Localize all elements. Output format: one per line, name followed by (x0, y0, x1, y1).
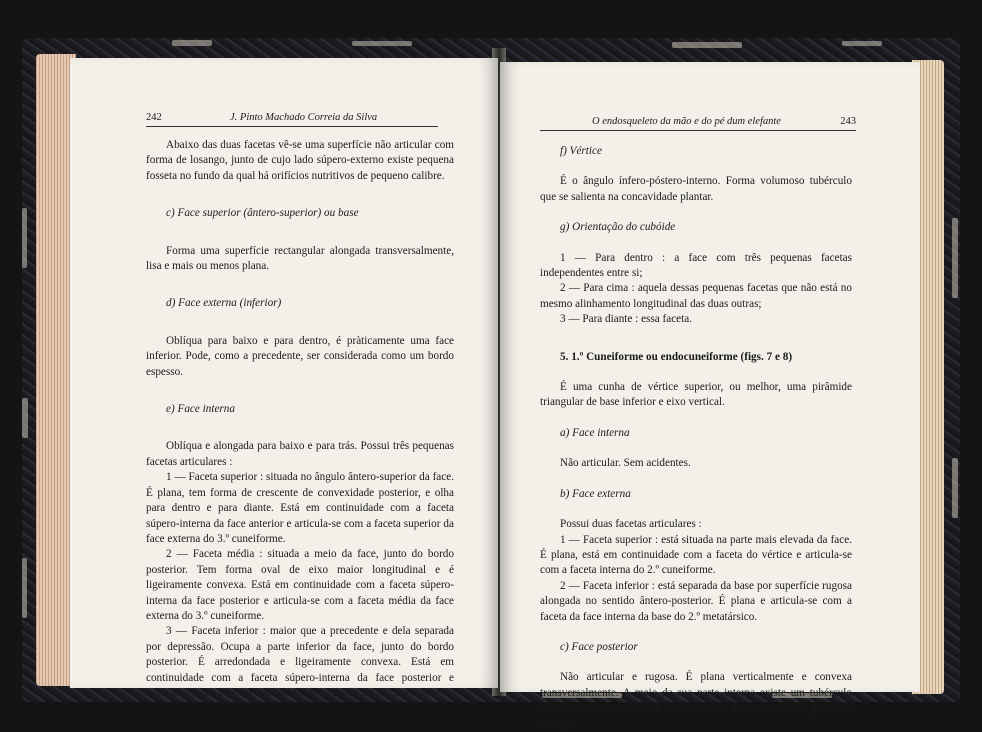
left-page (70, 58, 498, 699)
paragraph: Não articular. Sem acidentes. (560, 457, 691, 470)
paragraph: 2 — Faceta inferior : está separada da base por superfície rugosa alongada no sentido ântero-posterior. É plana e articula-se com a faceta da face interna da base do 2.º metatársico. (540, 579, 852, 623)
left-running-head: J. Pinto Machado Correia da Silva (230, 112, 378, 123)
paragraph: É uma cunha de vértice superior, ou melhor, uma pirâmide triangular de base inferior e eixo vertical. (540, 381, 852, 409)
section-heading: c) Face superior (ântero-superior) ou base (166, 207, 359, 220)
section-heading: g) Orientação do cubóide (560, 221, 676, 234)
section-heading: e) Face interna (166, 403, 235, 416)
right-page-number: 243 (840, 116, 856, 127)
right-running-head: O endosqueleto da mão e do pé dum elefante (592, 116, 781, 127)
left-page-body (146, 138, 454, 701)
section-heading: a) Face interna (560, 426, 630, 439)
paragraph: Forma uma superfície rectangular alongada transversalmente, lisa e mais ou menos plana. (146, 244, 454, 273)
paragraph: Oblíqua e alongada para baixo e para trás. Possui três pequenas facetas articulares : (146, 440, 454, 468)
section-heading: b) Face externa (560, 487, 631, 500)
paragraph: 2 — Faceta média : situada a meio da face, junto do bordo posterior. Tem forma oval de eixo maior longitudinal e é ligeiramente convexa. Está em continuidade com a faceta súpero-interna da face posterior e articula-se com a faceta média da face externa do 3.º cuneiforme. (146, 548, 454, 622)
right-page-body (540, 144, 852, 732)
paragraph: 1 — Faceta superior : está situada na parte mais elevada da face. É plana, está em continuidade com a faceta do vértice e articula-se com a faceta interna do 2.º cuneiforme. (540, 533, 852, 577)
paragraph: Possui duas facetas articulares : (560, 518, 702, 531)
section-heading: c) Face posterior (560, 640, 638, 653)
left-page-number: 242 (146, 112, 162, 123)
paragraph: Abaixo das duas facetas vê-se uma superfície não articular com forma de losango, junto de cujo lado súpero-externo existe pequena fosseta no fundo da qual há orifícios nutritivos de pequeno calibre. (146, 139, 454, 182)
section-heading: f) Vértice (560, 145, 602, 157)
paragraph: 1 — Para dentro : a face com três pequenas facetas independentes entre si; (540, 251, 852, 280)
paragraph: Não articular e rugosa. É plana verticalmente e convexa transversalmente. A meio da sua parte interna existe um tubérculo tendo um sulco transversal acima e outro abaixo, este mais profundo e longo. (540, 671, 852, 730)
section-heading-bold: 5. 1.º Cuneiforme ou endocuneiforme (figs. 7 e 8) (560, 350, 793, 363)
section-heading: d) Face externa (inferior) (166, 297, 282, 310)
paragraph: 1 — Faceta superior : situada no ângulo ântero-superior da face. É plana, tem forma de crescente de convexidade posterior, e olha para dentro e para diante. Está em continuidade com a faceta súpero-interna da face anterior e articula-se com a faceta superior da face externa do 3.º cuneiforme. (146, 471, 454, 545)
paragraph: Oblíqua para baixo e para dentro, é pràticamente uma face inferior. Pode, como a precedente, ser considerada como um bordo espesso. (146, 334, 454, 378)
right-page-header (540, 114, 856, 131)
paragraph: 3 — Para diante : essa faceta. (560, 313, 693, 326)
paragraph: É o ângulo ínfero-póstero-interno. Forma volumoso tubérculo que se salienta na concavidade plantar. (540, 175, 852, 203)
paragraph: 3 — Faceta inferior : maior que a precedente e dela separada por depressão. Ocupa a parte inferior da face, junto do bordo posterior. É arredondada e ligeiramente convexa. Está em continuidade com a faceta súpero-interna da face posterior e articula-se com a faceta inferior da face externa do 3.º cuneiforme. (146, 625, 454, 699)
left-page-header (146, 110, 438, 127)
right-page (500, 62, 920, 730)
paragraph: 2 — Para cima : aquela dessas pequenas facetas que não está no mesmo alinhamento longitudinal das duas outras; (540, 282, 852, 310)
